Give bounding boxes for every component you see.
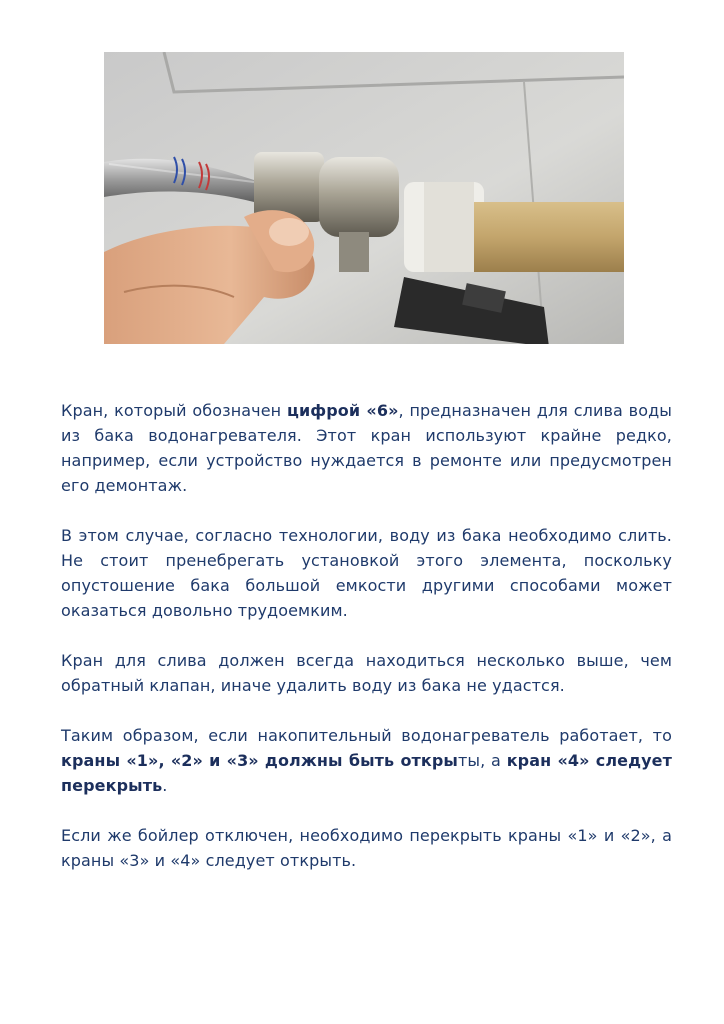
p1-bold: цифрой «6» [286,401,399,420]
paragraph-4 [61,723,672,798]
ball-valve-photo-icon [104,52,624,344]
p4-text-2: ты, а [458,751,507,770]
paragraph-3: Кран для слива должен всегда находиться несколько выше, чем обратный клапан, иначе удалить воду из бака не удастся. [61,651,672,695]
paragraph-1 [61,398,672,498]
valve-photo [104,52,624,344]
article-body [61,398,672,898]
p1-text-before: Кран, который обозначен [61,401,287,420]
p4-text-3: . [162,776,168,795]
paragraph-5: Если же бойлер отключен, необходимо перекрыть краны «1» и «2», а краны «3» и «4» следует открыть. [61,826,672,870]
paragraph-2: В этом случае, согласно технологии, воду из бака необходимо слить. Не стоит пренебрегать установкой этого элемента, поскольку опустошение бака большой емкости другими способами может оказаться довольно трудоемким. [61,526,672,620]
p1-text-after: , предназначен для слива воды из бака водонагревателя. Этот кран используют крайне редко, например, если устройство нуждается в ремонте или предусмотрен его демонтаж. [61,401,672,495]
p4-bold-1: краны «1», «2» и «3» должны быть откры [61,751,458,770]
p4-text-1: Таким образом, если накопительный водонагреватель работает, то [61,726,672,745]
p4-bold-2: кран «4» следует перекрыть [61,751,672,795]
